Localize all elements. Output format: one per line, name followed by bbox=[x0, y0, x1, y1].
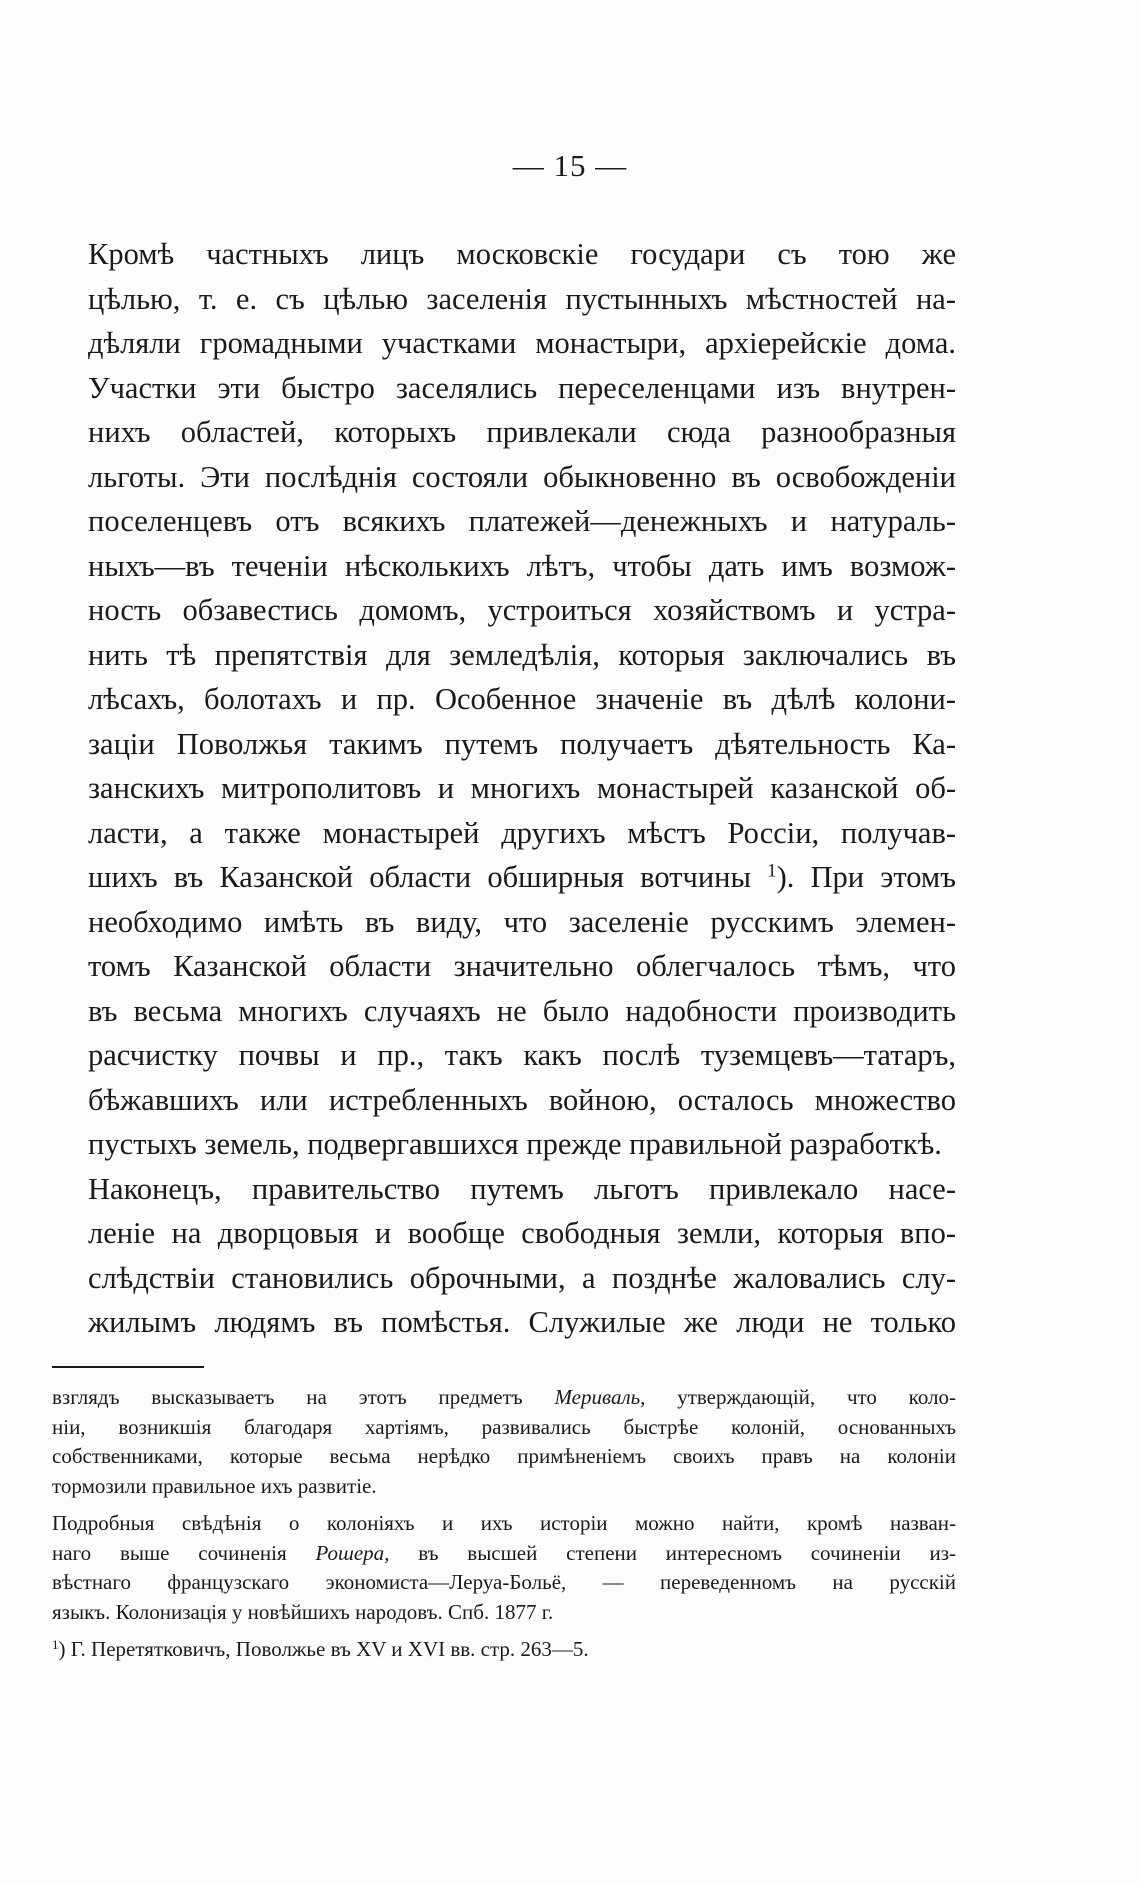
page-number: — 15 — bbox=[512, 148, 628, 183]
text-line: Участки эти быстро заселялись переселенцами изъ внутрен- bbox=[88, 370, 956, 405]
footnote-reference: 1 bbox=[767, 860, 777, 882]
text-segment: шихъ въ Казанской области обширныя вотчины bbox=[88, 860, 751, 894]
text-line: томъ Казанской области значительно облегчалось тѣмъ, что bbox=[88, 949, 956, 983]
note-spacer bbox=[52, 1501, 956, 1509]
text-line-with-footnote bbox=[88, 855, 956, 900]
text-line: льготы. Эти послѣднія состояли обыкновенно въ освобожденіи bbox=[88, 459, 956, 494]
text-line: расчистку почвы и пр., такъ какъ послѣ туземцевъ—татаръ, bbox=[88, 1038, 956, 1072]
note-line: ніи, возникшія благодаря хартіямъ, развивались быстрѣе колоній, основанныхъ bbox=[52, 1414, 956, 1439]
note-line bbox=[52, 1539, 956, 1569]
text-line: цѣлью, т. е. съ цѣлью заселенія пустынныхъ мѣстностей на- bbox=[88, 281, 956, 316]
text-line: нить тѣ препятствія для земледѣлія, которыя заключались въ bbox=[88, 637, 956, 672]
note-segment: наго выше сочиненія bbox=[52, 1540, 287, 1565]
text-line: ныхъ—въ теченіи нѣсколькихъ лѣтъ, чтобы дать имъ возмож- bbox=[88, 548, 956, 583]
note-segment: утверждающій, что коло- bbox=[677, 1385, 957, 1409]
note-line bbox=[52, 1383, 956, 1413]
text-line: ность обзавестись домомъ, устроиться хозяйствомъ и устра- bbox=[88, 593, 956, 627]
note-line: Подробныя свѣдѣнія о колоніяхъ и ихъ исторіи можно найти, кромѣ назван- bbox=[52, 1511, 956, 1535]
note-spacer bbox=[52, 1627, 956, 1635]
text-line: пустыхъ земель, подвергавшихся прежде правильной разработкѣ. bbox=[88, 1127, 942, 1161]
text-line: Наконецъ, правительство путемъ льготъ привлекало насе- bbox=[88, 1171, 956, 1206]
main-text bbox=[88, 232, 956, 1345]
text-line: дѣляли громадными участками монастыри, архіерейскіе дома. bbox=[88, 326, 956, 360]
author-name: Рошера, bbox=[315, 1540, 390, 1565]
text-line: жилымъ людямъ въ помѣстья. Служилые же люди не только bbox=[88, 1305, 956, 1339]
text-segment: ). При этомъ bbox=[776, 860, 957, 894]
note-line: языкъ. Колонизація у новѣйшихъ народовъ. Спб. 1877 г. bbox=[52, 1599, 554, 1624]
note-line: тормозили правильное ихъ развитіе. bbox=[52, 1473, 377, 1498]
text-line: въ весьма многихъ случаяхъ не было надобности производить bbox=[88, 993, 956, 1028]
footnote-line bbox=[52, 1635, 956, 1665]
text-line: нихъ областей, которыхъ привлекали сюда разнообразныя bbox=[88, 415, 956, 449]
footnote-divider bbox=[52, 1366, 204, 1368]
text-line: занскихъ митрополитовъ и многихъ монастырей казанской об- bbox=[88, 771, 956, 805]
text-line: лѣсахъ, болотахъ и пр. Особенное значеніе въ дѣлѣ колони- bbox=[88, 682, 956, 716]
text-line: Кромѣ частныхъ лицъ московскіе государи съ тою же bbox=[88, 237, 956, 271]
text-line: необходимо имѣть въ виду, что заселеніе русскимъ элемен- bbox=[88, 904, 956, 939]
note-segment: взглядъ высказываетъ на этотъ предметъ bbox=[52, 1385, 523, 1409]
text-line: леніе на дворцовыя и вообще свободныя земли, которыя впо- bbox=[88, 1216, 956, 1250]
footnotes bbox=[52, 1383, 956, 1665]
text-line: бѣжавшихъ или истребленныхъ войною, осталось множество bbox=[88, 1082, 956, 1117]
footnote-marker: 1 bbox=[52, 1636, 59, 1652]
note-line: собственниками, которые весьма нерѣдко примѣненіемъ своихъ правъ на колоніи bbox=[52, 1444, 956, 1468]
text-line: заціи Поволжья такимъ путемъ получаетъ дѣятельность Ка- bbox=[88, 726, 956, 761]
text-line: поселенцевъ отъ всякихъ платежей—денежныхъ и натураль- bbox=[88, 504, 956, 538]
footnote-text: ) Г. Перетятковичъ, Поволжье въ XV и XVI вв. стр. 263—5. bbox=[58, 1637, 589, 1661]
note-segment: въ высшей степени интересномъ сочиненіи из- bbox=[418, 1540, 956, 1565]
text-line: слѣдствіи становились оброчными, а позднѣе жаловались слу- bbox=[88, 1260, 956, 1295]
text-line: ласти, а также монастырей другихъ мѣстъ Россіи, получав- bbox=[88, 815, 956, 850]
author-name: Мериваль, bbox=[554, 1385, 646, 1409]
note-line: вѣстнаго французскаго экономиста—Леруа-Больё, — переведенномъ на русскій bbox=[52, 1570, 956, 1594]
